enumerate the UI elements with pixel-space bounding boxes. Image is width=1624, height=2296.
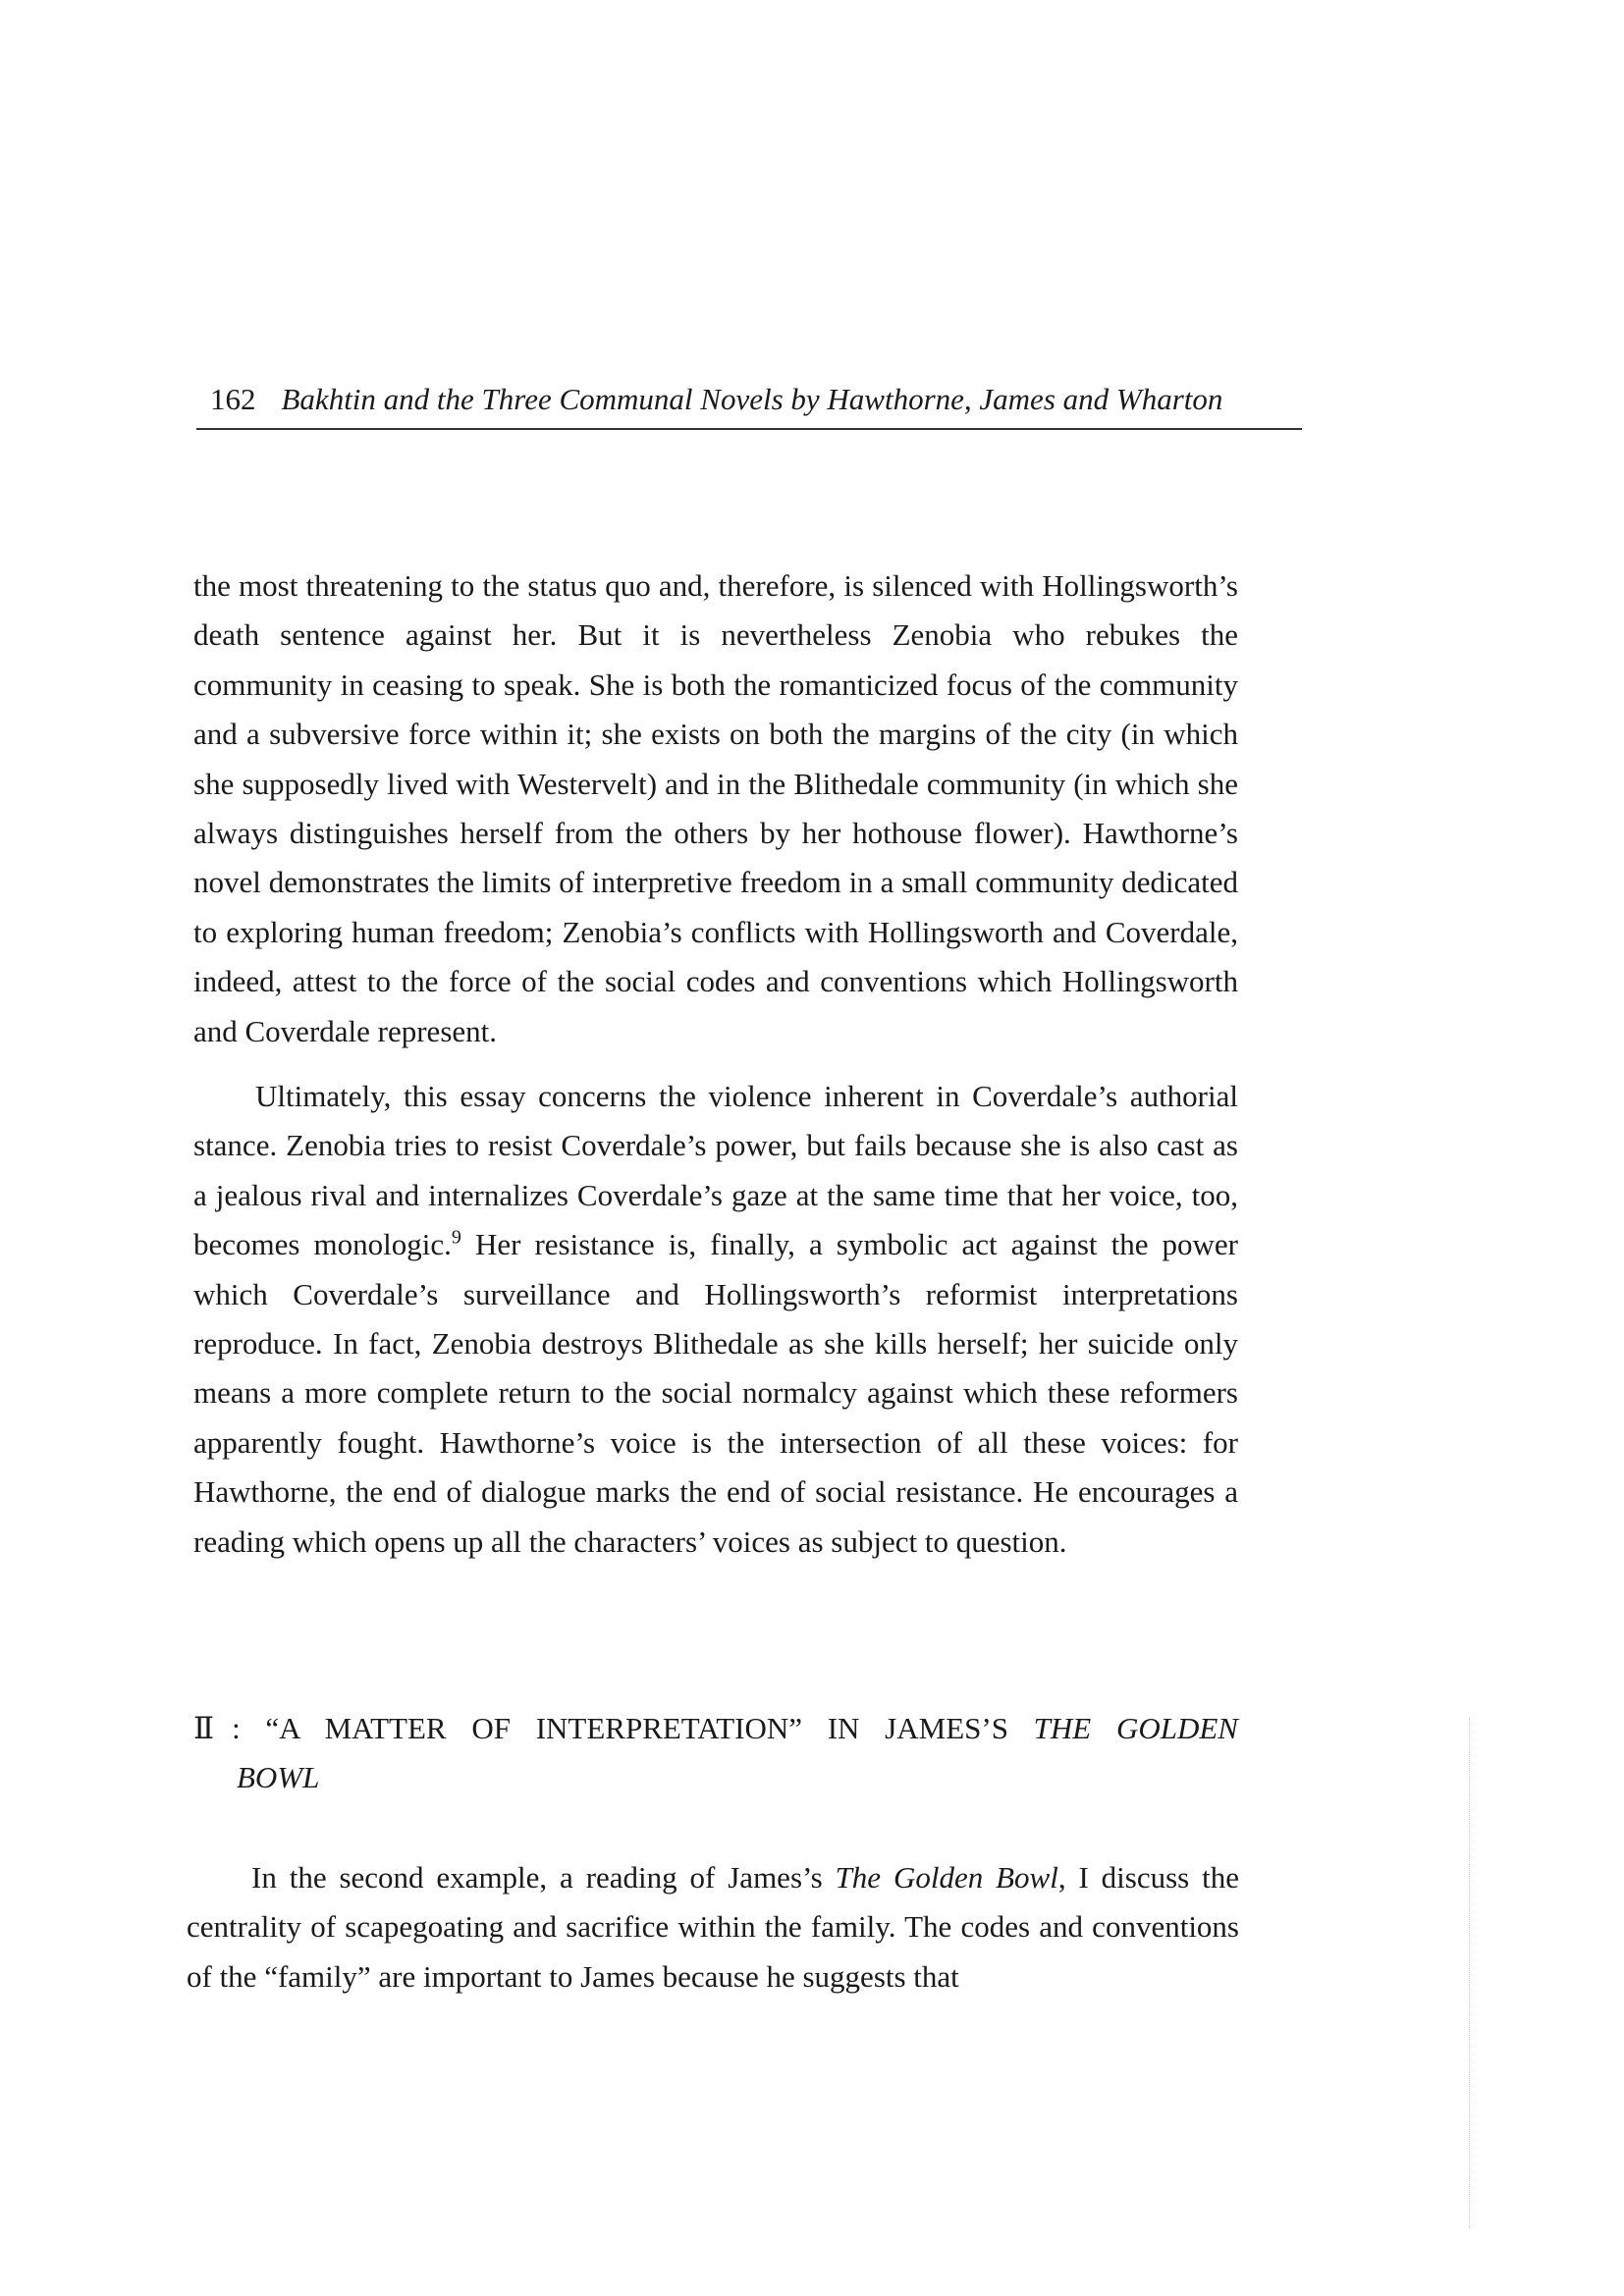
section-heading-title: THE GOLDEN [1033,1711,1238,1745]
section-numeral: Ⅱ [193,1711,233,1745]
paragraph-3-work-title: The Golden Bowl [835,1860,1058,1895]
scan-edge-line [1469,1718,1470,2228]
body-paragraph-2 [193,1072,1238,1567]
section-heading-text: “A MATTER OF INTERPRETATION” IN JAMES’S [265,1711,1034,1745]
running-title: Bakhtin and the Three Communal Novels by Hawthorne, James and Wharton [281,382,1223,416]
section-heading-title-continued: BOWL [237,1760,320,1794]
body-paragraph-1: the most threatening to the status quo and, therefore, is silenced with Hollingsworth’s death sentence against her. But it is nevertheless Zenobia who rebukes the community in ceasing to speak. She is both the romanticized focus of the community and a subversive force within it; she exists on both the margins of the city (in which she supposedly lived with Westervelt) and in the Blithedale community (in which she always distinguishes herself from the others by her hothouse flower). Hawthorne’s novel demonstrates the limits of interpretive freedom in a small community dedicated to exploring human freedom; Zenobia’s conflicts with Hollingsworth and Coverdale, indeed, attest to the force of the social codes and conventions which Hollingsworth and Coverdale represent. [193,568,1238,1048]
page-number: 162 [210,382,256,416]
footnote-reference-9: 9 [451,1226,461,1249]
paragraph-2-text-end: Her resistance is, finally, a symbolic act against the power which Coverdale’s surveillance and Hollingsworth’s reformist interpretations reproduce. In fact, Zenobia destroys Blithedale as she kills herself; her suicide only means a more complete return to the social normalcy against which these reformers apparently fought. Hawthorne’s voice is the intersection of all these voices: for Hawthorne, the end of dialogue marks the end of social resistance. He encourages a reading which opens up all the characters’ voices as subject to question. [193,1227,1238,1559]
section-heading [193,1704,1238,1802]
running-head [196,371,1302,430]
section-separator: : [232,1711,266,1745]
paragraph-3-text-end: , I discuss the centrality of scapegoating and sacrifice within the family. The codes and conventions of the “family” are important to James because he suggests that [187,1860,1239,1994]
paragraph-2-text-start: Ultimately, this essay concerns the violence inherent in Coverdale’s authorial stance. Zenobia tries to resist Coverdale’s power, but fails because she is also cast as a jealous rival and internalizes Coverdale’s gaze at the same time that her voice, too, becomes monologic. [193,1079,1238,1262]
body-paragraph-3 [187,1853,1239,2002]
paragraph-3-text-start: In the second example, a reading of James’s [251,1860,836,1895]
